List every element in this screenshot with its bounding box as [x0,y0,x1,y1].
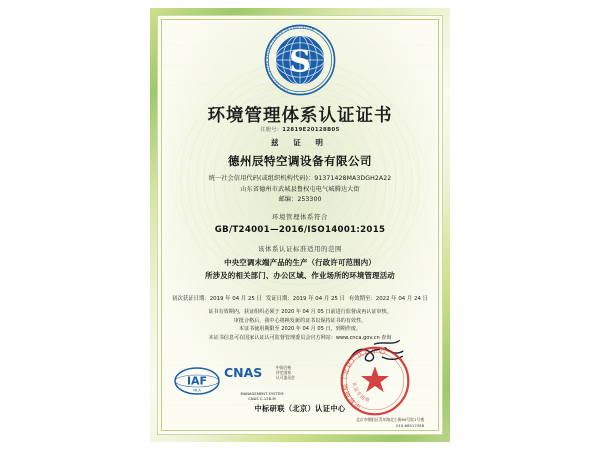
svg-text:MLA: MLA [193,388,201,393]
cnas-line-1: MANAGEMENT SYSTEM [240,392,284,396]
svg-text:S: S [289,44,311,80]
svg-text:中标研联（北京）认证中心: 中标研联（北京）认证中心 [341,347,387,410]
certificate-title: 环境管理体系认证证书 [207,106,393,126]
standard-value: GB/T24001—2016/ISO14001:2015 [214,225,386,235]
issue-date: 发证日期：2019 年 04 月 25 日 [265,296,345,302]
issuer-address-line-1: 北京市朝阳区青年路北小街69号院1号楼 [356,417,424,422]
issuer-name: 中标研联（北京）认证中心 [254,404,346,413]
company-detail-postcode: 邮编：253300 [278,196,322,203]
company-name: 德州辰特空调设备有限公司 [228,154,372,168]
svg-text:认可委员会: 认可委员会 [276,376,295,380]
iaf-logo-icon [174,366,220,396]
scope-label: 该体系认证标准适用的范围 [258,245,342,253]
issuer-address [356,417,424,429]
svg-text:认证专用章: 认证专用章 [350,381,371,405]
certificate-number-row [166,125,434,133]
company-detail-address: 山东省德州市武城县鲁权屯电气城腾达大街 [240,185,360,193]
scope-line-2: 所涉及的相关部门、办公区域、作业场所的环境管理活动 [205,270,395,280]
certificate-document [150,8,450,442]
note-line-4: 本证书信息可在国家认证认可监督管理委员会官方网站：www.cnca.gov.cn 查询 [208,334,392,341]
date-row [172,294,428,302]
svg-text:IAF: IAF [186,374,208,388]
certificate-number-value: 12819E20128B05 [282,127,340,133]
standard-label: 环境管理体系符合 [272,213,328,221]
svg-text:中国合格: 中国合格 [276,366,292,370]
company-detail-credit-code: 统一社会信用代码(或组织机构代码)：91371428MA3DGH2A22 [208,175,392,182]
cnas-accreditation-text [222,392,302,402]
company-details [166,174,434,206]
scope-line-1: 中央空调末端产品的生产（行政许可范围内） [224,258,376,267]
svg-text:评定国家: 评定国家 [276,371,292,375]
certificate-number-label: 注册号： [260,127,283,133]
svg-text:CTI CERTIFICATION BEIJING CENT: CTI CERTIFICATION BEIJING CENTER ORGANIZATION [265,25,315,93]
initial-certification-date: 初次获证日期：2019 年 04 月 25 日 [172,296,262,302]
cnas-line-2: CNAS C-12B-M [248,397,276,402]
cti-emblem-icon [264,24,336,96]
note-line-1: 证书有效期内，获证组织必须于 2020 年 04 月 05 日前进行监督或再认证审核。 [208,309,392,315]
note-line-3: 本证书使用期限至 2020 年 04 月 05 日，到期作废。 [238,326,362,333]
expiry-date: 有效期至：2022 年 04 月 24 日 [348,296,428,302]
hereby-certify-text: 兹 证 明 [270,138,330,147]
note-line-2: 审批合格后，我中心将换发新的证书以保持证书的有效性。 [233,317,367,324]
issuer-address-line-2: 010-68517458 [396,423,424,428]
svg-text:CNAS: CNAS [224,365,263,380]
scope-value [166,257,434,282]
